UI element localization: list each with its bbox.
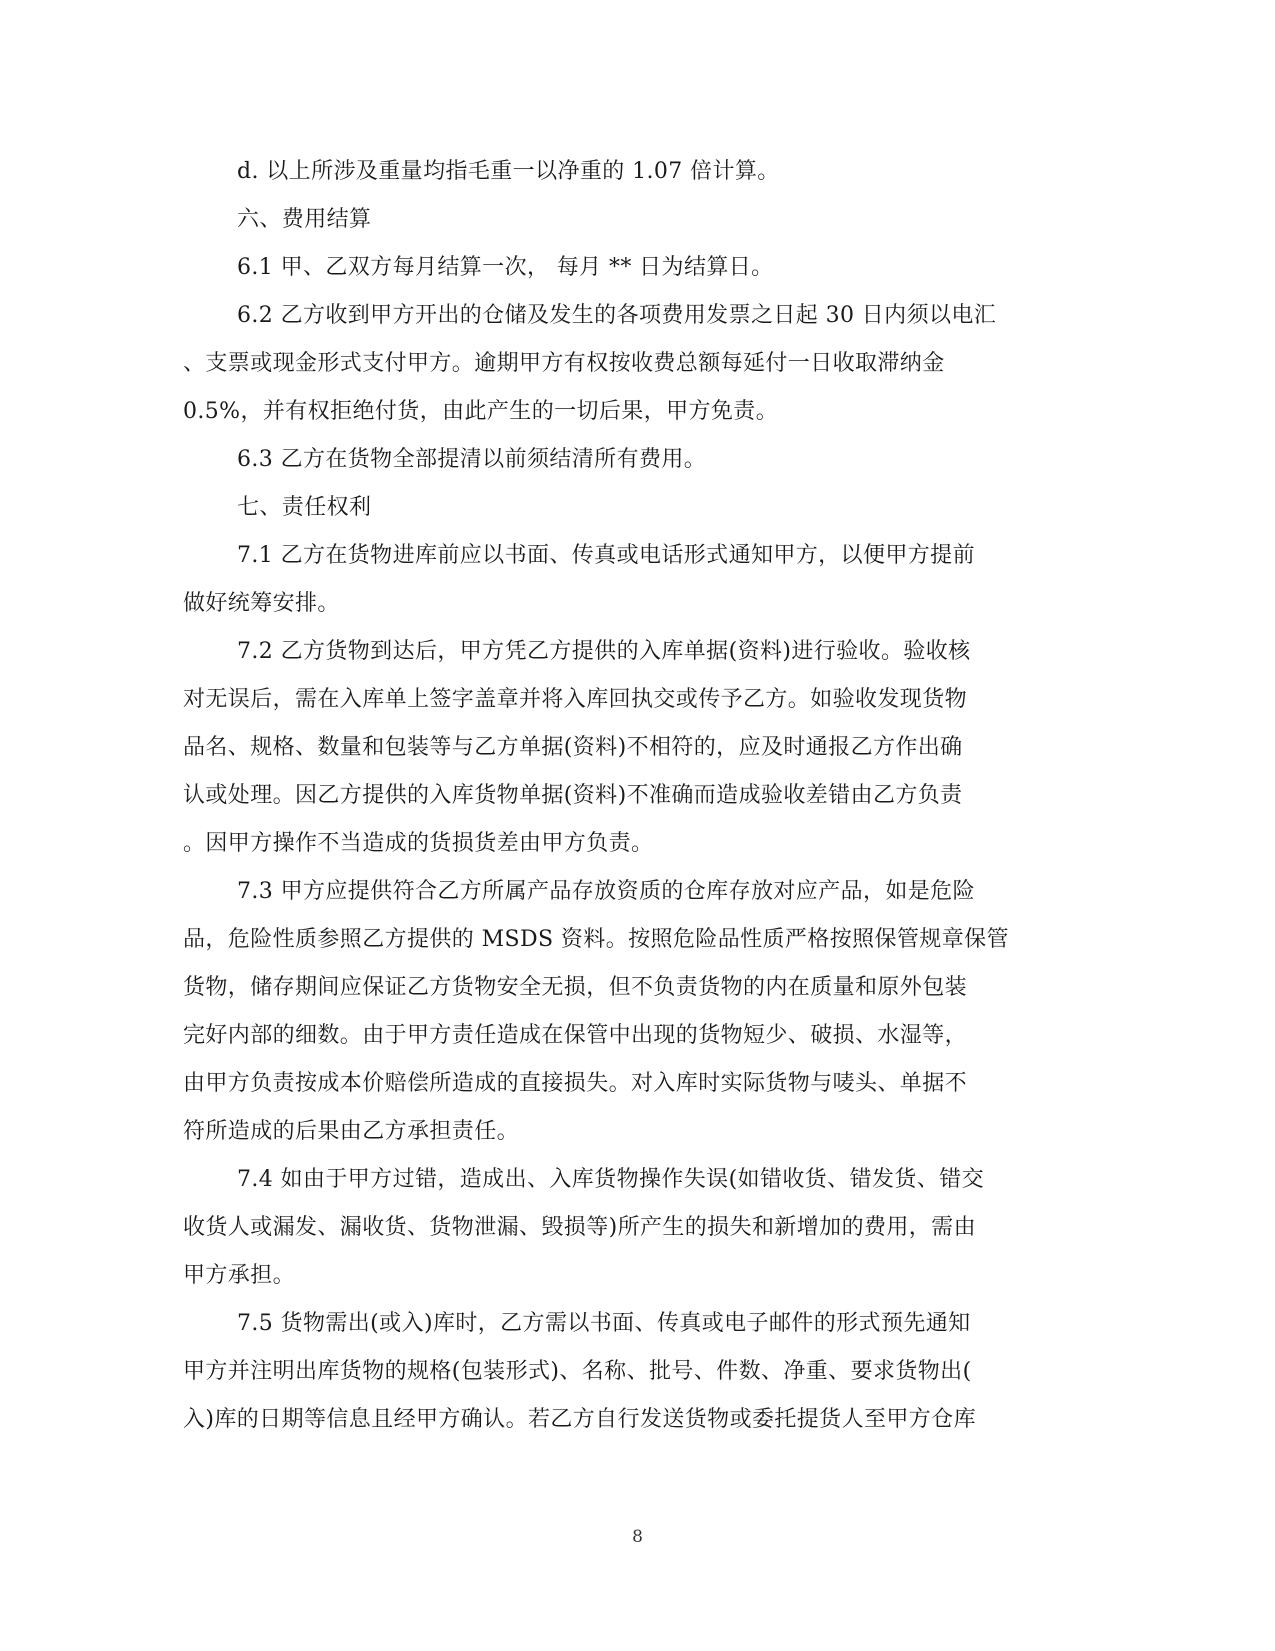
- text-line: 由甲方负责按成本价赔偿所造成的直接损失。对入库时实际货物与唛头、单据不: [183, 1071, 968, 1096]
- text-line: 7.2 乙方货物到达后，甲方凭乙方提供的入库单据(资料)进行验收。验收核: [237, 639, 971, 664]
- text-line: 品名、规格、数量和包装等与乙方单据(资料)不相符的，应及时通报乙方作出确: [183, 735, 963, 760]
- text-line: 对无误后，需在入库单上签字盖章并将入库回执交或传予乙方。如验收发现货物: [183, 687, 968, 712]
- text-line: 6.3 乙方在货物全部提清以前须结清所有费用。: [237, 447, 707, 472]
- text-line: 甲方承担。: [183, 1263, 296, 1288]
- text-line: 7.4 如由于甲方过错，造成出、入库货物操作失误(如错收货、错发货、错交: [237, 1167, 984, 1192]
- text-line: 7.3 甲方应提供符合乙方所属产品存放资质的仓库存放对应产品，如是危险: [237, 879, 975, 904]
- text-line: 认或处理。因乙方提供的入库货物单据(资料)不准确而造成验收差错由乙方负责: [183, 783, 963, 808]
- text-line: 7.1 乙方在货物进库前应以书面、传真或电话形式通知甲方，以便甲方提前: [237, 543, 975, 568]
- text-line: 货物，储存期间应保证乙方货物安全无损，但不负责货物的内在质量和原外包装: [183, 975, 968, 1000]
- text-line: 做好统筹安排。: [183, 591, 340, 616]
- text-line: 品，危险性质参照乙方提供的 MSDS 资料。按照危险品性质严格按照保管规章保管: [183, 927, 1009, 952]
- text-line: 入)库的日期等信息且经甲方确认。若乙方自行发送货物或委托提货人至甲方仓库: [183, 1407, 976, 1432]
- text-line: d. 以上所涉及重量均指毛重一以净重的 1.07 倍计算。: [237, 159, 780, 184]
- page-number: 8: [632, 1527, 643, 1547]
- text-line: 7.5 货物需出(或入)库时，乙方需以书面、传真或电子邮件的形式预先通知: [237, 1311, 971, 1336]
- text-line: 完好内部的细数。由于甲方责任造成在保管中出现的货物短少、破损、水湿等，: [183, 1023, 968, 1048]
- text-line: 符所造成的后果由乙方承担责任。: [183, 1119, 520, 1144]
- document-body: [183, 148, 1088, 1444]
- text-line: 甲方并注明出库货物的规格(包装形式)、名称、批号、件数、净重、要求货物出(: [183, 1359, 972, 1384]
- text-line: 、支票或现金形式支付甲方。逾期甲方有权按收费总额每延付一日收取滞纳金: [183, 351, 945, 376]
- text-line: 6.1 甲、乙双方每月结算一次， 每月 ** 日为结算日。: [237, 255, 774, 280]
- text-line: 六、费用结算: [237, 207, 372, 232]
- text-line: 0.5%，并有权拒绝付货，由此产生的一切后果，甲方免责。: [183, 399, 779, 424]
- text-line: 6.2 乙方收到甲方开出的仓储及发生的各项费用发票之日起 30 日内须以电汇: [237, 303, 997, 328]
- text-line: 。因甲方操作不当造成的货损货差由甲方负责。: [183, 831, 654, 856]
- text-line: 七、责任权利: [237, 495, 372, 520]
- text-line: 收货人或漏发、漏收货、货物泄漏、毁损等)所产生的损失和新增加的费用，需由: [183, 1215, 976, 1240]
